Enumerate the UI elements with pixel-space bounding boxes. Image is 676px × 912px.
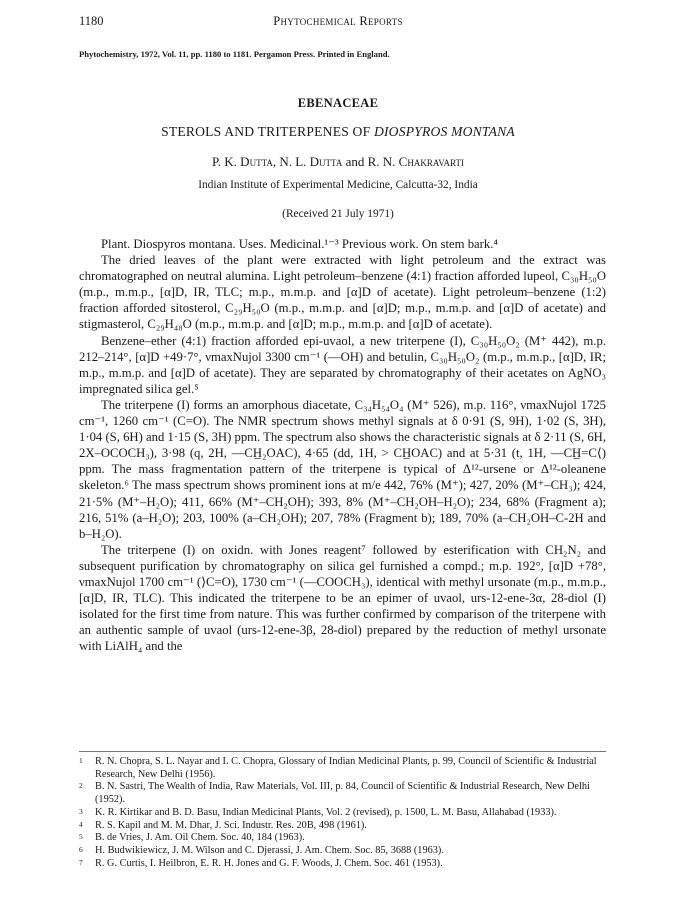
author-conjunction: and (345, 154, 365, 169)
reference-number: 3 (79, 806, 83, 816)
author-line: P. K. Dutta, N. L. Dutta and R. N. Chakravarti (212, 154, 464, 169)
reference-item (79, 820, 606, 833)
plant-family-heading: EBENACEAE (297, 96, 379, 110)
reference-item (79, 756, 606, 781)
reference-number: 6 (79, 844, 83, 854)
reference-number: 2 (79, 781, 83, 791)
reference-item (79, 832, 606, 845)
journal-section-title: Phytochemical Reports (273, 14, 403, 28)
reference-number: 5 (79, 832, 83, 842)
author-2: N. L. Dutta (279, 154, 343, 169)
reference-text: R. G. Curtis, I. Heilbron, E. R. H. Jones and G. F. Woods, J. Chem. Soc. 461 (1953). (95, 857, 443, 869)
paragraph-spectra: The triterpene (I) forms an amorphous diacetate, C₃₄H₅₄O₄ (M⁺ 526), m.p. 116°, νmaxNujol 1725 cm⁻¹, 1260 cm⁻¹ (C=O). The NMR spectrum shows methyl signals at δ 0·91 (S, 9H), 1·02 (S, 3H), 1·04 (S, 6H) and 1·15 (S, 3H) ppm. The spectrum also shows the characteristic signals at δ 2·11 (S, 6H, 2X–OCOCH₃), 3·98 (q, 2H, —CH̲₂OAC), 4·65 (dd, 1H, > CH̲OAC) and at 5·31 (t, 1H, —CH̲=C⟨) ppm. The mass fragmentation pattern of the triterpene is typical of Δ¹²-ursene or Δ¹²-oleanene skeleton.⁶ The mass spectrum shows prominent ions at m/e 442, 76% (M⁺); 427, 20% (M⁺–CH₃); 424, 21·5% (M⁺–H₂O); 411, 66% (M⁺–CH₂OH); 393, 8% (M⁺–CH₂OH–H₂O); 234, 68% (Fragment a); 216, 51% (a–H₂O); 203, 100% (a–CH₂OH); 207, 78% (Fragment b); 189, 70% (a–CH₂OH–C-2H and b–H₂O). (79, 397, 606, 541)
article-body (79, 236, 606, 654)
paragraph-epi-uvaol: Benzene–ether (4:1) fraction afforded epi-uvaol, a new triterpene (I), C₃₀H₅₀O₂ (M⁺ 442), m.p. 212–214°, [α]D +49·7°, νmaxNujol 3300 cm⁻¹ (—OH) and betulin, C₃₀H₅₀O₂ (m.p., m.m.p., [α]D, IR; m.p., m.m.p. and [α]D of acetate). They are separated by chromatography of their acetates on AgNO₃ impregnated silica gel.⁵ (79, 333, 606, 396)
reference-item (79, 845, 606, 858)
article-title-italic: DIOSPYROS MONTANA (373, 124, 515, 139)
reference-item (79, 807, 606, 820)
footnote-divider (79, 751, 606, 752)
reference-text: B. de Vries, J. Am. Oil Chem. Soc. 40, 184 (1963). (95, 832, 305, 844)
article-title (0, 124, 676, 140)
reference-item (79, 858, 606, 871)
reference-number: 7 (79, 857, 83, 867)
received-date: (Received 21 July 1971) (282, 208, 394, 220)
paragraph-extraction: The dried leaves of the plant were extracted with light petroleum and the extract was chromatographed on neutral alumina. Light petroleum–benzene (4:1) fraction afforded lupeol, C₃₀H₅₀O (m.p., m.m.p., [α]D, IR, TLC; m.p., m.m.p. and [α]D of acetate). Light petroleum–benzene (1:2) fraction afforded sitosterol, C₂₉H₅₀O (m.p., m.m.p. and [α]D; m.p., m.m.p. and [α]D of acetate) and stigmasterol, C₂₉H₄₈O (m.p., m.m.p. and [α]D; m.p., m.m.p. and [α]D of acetate). (79, 253, 606, 332)
page-number: 1180 (79, 14, 104, 28)
citation-line: Phytochemistry, 1972, Vol. 11, pp. 1180 to 1181. Pergamon Press. Printed in England. (79, 49, 390, 59)
author-3: R. N. Chakravarti (367, 154, 464, 169)
affiliation: Indian Institute of Experimental Medicine, Calcutta-32, India (198, 179, 478, 191)
reference-text: H. Budwikiewicz, J. M. Wilson and C. Djerassi, J. Am. Chem. Soc. 85, 3688 (1963). (95, 844, 444, 856)
author-1: P. K. Dutta (212, 154, 273, 169)
reference-list (79, 756, 606, 870)
running-header (79, 14, 597, 30)
reference-text: B. N. Sastri, The Wealth of India, Raw Materials, Vol. III, p. 84, Council of Scientific & Industrial Research, New Delhi (1952). (95, 781, 590, 806)
reference-number: 1 (79, 756, 83, 765)
reference-number: 4 (79, 819, 83, 829)
reference-text: R. N. Chopra, S. L. Nayar and I. C. Chopra, Glossary of Indian Medicinal Plants, p. 99, Council of Scientific & Industrial Research, New Delhi (1956). (95, 756, 597, 780)
paragraph-oxidation: The triterpene (I) on oxidn. with Jones reagent⁷ followed by esterification with CH₂N₂ and subsequent purification by chromatography on silica gel furnished a compd.; m.p. 192°, [α]D +78°, νmaxNujol 1700 cm⁻¹ (⟩C=O), 1730 cm⁻¹ (—COOCH₃), identical with methyl ursonate (m.p., m.m.p., [α]D, IR, TLC). This indicated the triterpene to be an epimer of uvaol, urs-12-ene-3α, 28-diol (I) isolated for the first time from nature. This was further confirmed by comparison of the triterpene with an authentic sample of uvaol (urs-12-ene-3β, 28-diol) prepared by the reduction of methyl ursonate with LiAlH₄ and the (79, 542, 606, 654)
reference-text: R. S. Kapil and M. M. Dhar, J. Sci. Industr. Res. 20B, 498 (1961). (95, 819, 367, 831)
reference-item (79, 781, 606, 806)
reference-text: K. R. Kirtikar and B. D. Basu, Indian Medicinal Plants, Vol. 2 (revised), p. 1500, L. M. Basu, Allahabad (1933). (95, 806, 557, 818)
paragraph-plant-info: Plant. Diospyros montana. Uses. Medicinal.¹⁻³ Previous work. On stem bark.⁴ (101, 237, 498, 251)
article-title-plain: STEROLS AND TRITERPENES OF (161, 124, 374, 139)
